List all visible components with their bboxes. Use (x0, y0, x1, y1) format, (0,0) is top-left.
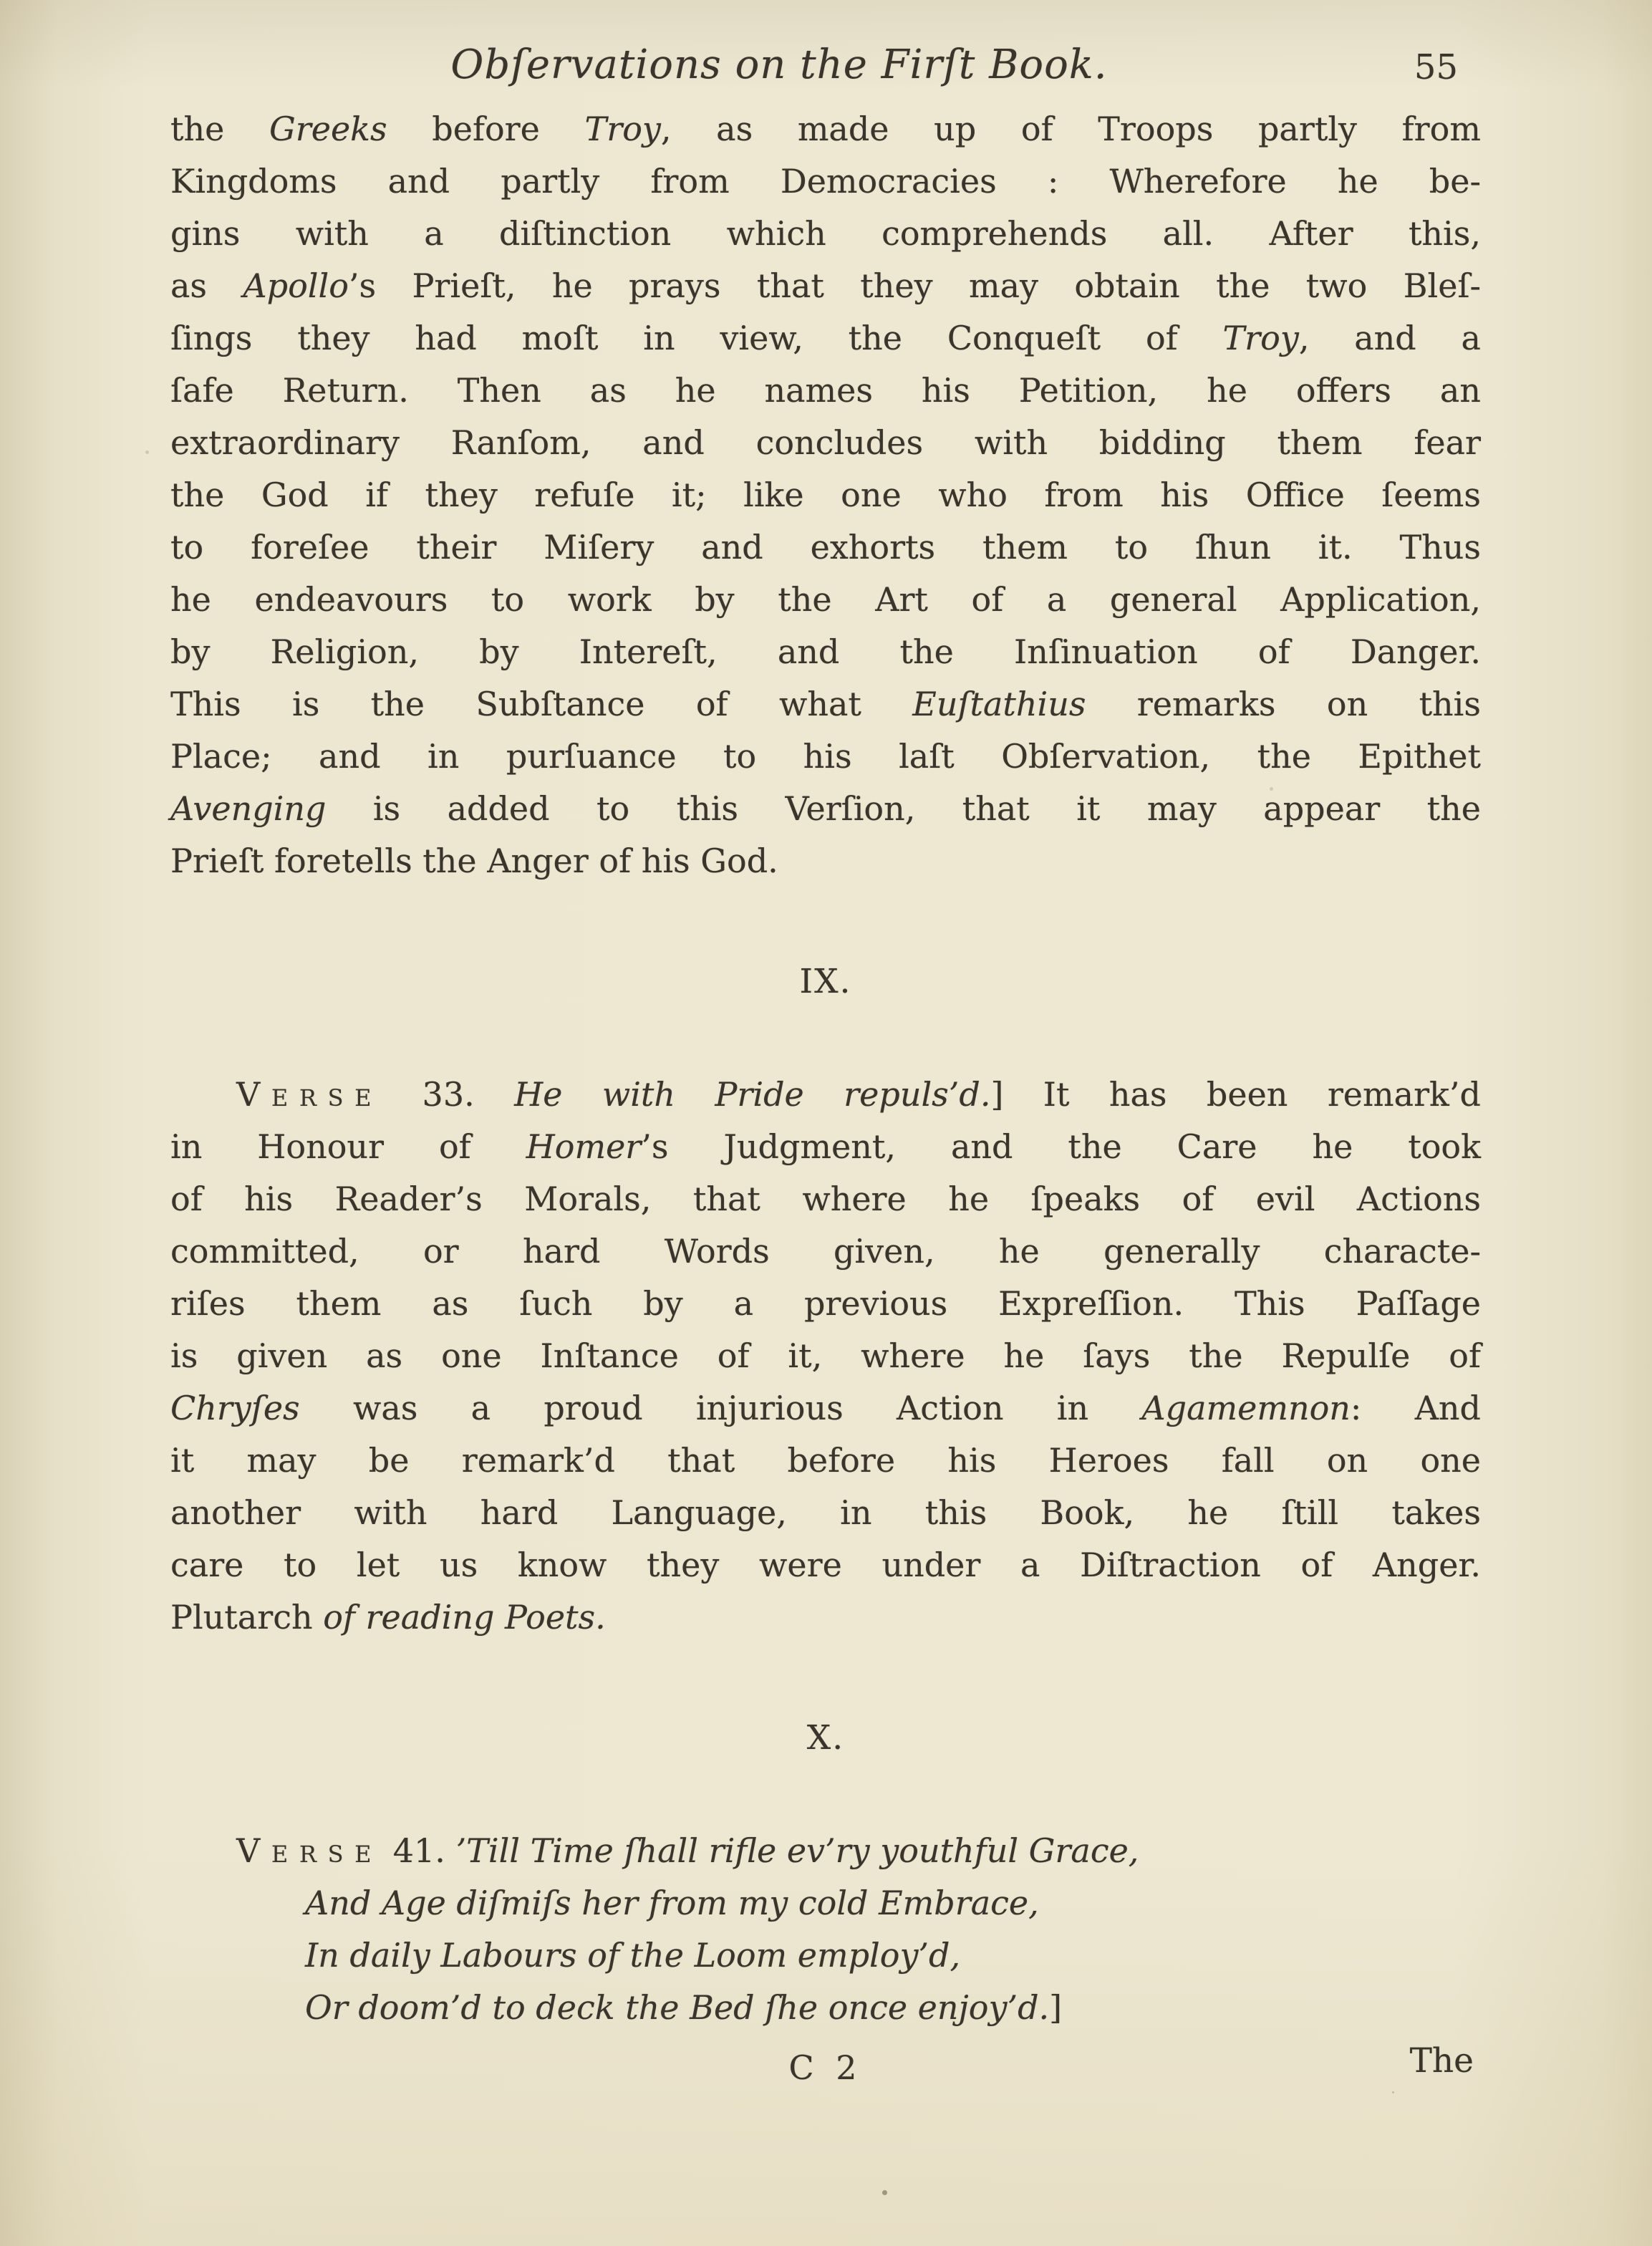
text-line (170, 521, 1481, 574)
text-segment: in Honour of (170, 1127, 526, 1166)
text-segment: Avenging (170, 789, 327, 828)
text-segment: ’s Judgment, and the Care he took (641, 1127, 1482, 1166)
text-segment: He with Pride repuls’d. (514, 1075, 991, 1114)
text-line (170, 835, 1481, 887)
catchword: The (1409, 2041, 1474, 2081)
text-line (170, 1591, 1481, 1644)
text-segment: In daily Labours of the Loom employ’d, (305, 1936, 961, 1975)
text-segment: Troy (1222, 319, 1299, 357)
text-segment: the (170, 110, 269, 148)
text-segment: Prieſt foretells the Anger of his God. (170, 842, 778, 880)
page-body (170, 103, 1481, 2034)
text-segment: committed, or hard Words given, he generally characte- (170, 1232, 1481, 1271)
signature-mark: C 2 (788, 2048, 863, 2087)
text-segment: And Age diſmiſs her from my cold Embrace, (305, 1884, 1039, 1922)
text-segment: extraordinary Ranſom, and concludes with bidding them fear (170, 423, 1481, 462)
text-segment: Place; and in purſuance to his laſt Obſervation, the Epithet (170, 737, 1481, 776)
text-segment: he endeavours to work by the Art of a general Application, (170, 580, 1481, 619)
text-segment: ’s Prieſt, he prays that they may obtain the two Bleſ- (348, 266, 1482, 305)
text-segment: is given as one Inſtance of it, where he ſays the Repulſe of (170, 1336, 1481, 1375)
text-segment: ſings they had moſt in view, the Conqueſt of (170, 319, 1223, 357)
text-line (170, 1435, 1481, 1487)
text-segment: Verse (236, 1075, 383, 1114)
text-segment: of his Reader’s Morals, that where he ſpeaks of evil Actions (170, 1180, 1481, 1218)
text-segment: remarks on this (1086, 685, 1482, 723)
text-line (305, 1877, 1481, 1929)
section-heading: IX. (799, 962, 852, 1001)
text-line (170, 312, 1481, 365)
text-line (305, 1982, 1481, 2034)
text-line (170, 678, 1481, 731)
text-segment: Agamemnon (1141, 1389, 1351, 1427)
text-segment: Plutarch (170, 1598, 324, 1637)
text-segment: This is the Subſtance of what (170, 685, 913, 723)
text-segment: : And (1350, 1389, 1481, 1427)
text-segment: , and a (1298, 319, 1481, 357)
text-line (170, 1173, 1481, 1225)
text-segment: by Religion, by Intereſt, and the Inſinuation of Danger. (170, 632, 1481, 671)
text-segment: ] It has been remark’d (990, 1075, 1482, 1114)
text-line (170, 1539, 1481, 1591)
text-line (170, 626, 1481, 678)
text-segment: it may be remark’d that before his Heroes fall on one (170, 1441, 1481, 1480)
text-segment: ’Till Time ſhall rifle ev’ry youthful Grace, (455, 1831, 1139, 1870)
text-segment: ] (1049, 1988, 1063, 2027)
text-segment: to foreſee their Miſery and exhorts them to ſhun it. Thus (170, 528, 1481, 567)
text-line (170, 365, 1481, 417)
text-segment: Apollo (243, 266, 349, 305)
text-segment: Troy (584, 110, 661, 148)
text-segment: of reading Poets. (323, 1598, 606, 1637)
text-line (170, 260, 1481, 312)
text-line (170, 103, 1481, 155)
text-line (170, 731, 1481, 783)
text-segment: Or doom’d to deck the Bed ſhe once enjoy’d. (305, 1988, 1050, 2027)
text-segment: ſafe Return. Then as he names his Petition, he offers an (170, 371, 1481, 410)
text-line (170, 783, 1481, 835)
text-segment: Kingdoms and partly from Democracies : Wherefore he be- (170, 162, 1481, 201)
text-segment: as (170, 266, 243, 305)
text-segment: riſes them as ſuch by a previous Expreſſion. This Paſſage (170, 1284, 1481, 1323)
text-segment: 41. (382, 1831, 456, 1870)
text-segment: Euſtathius (912, 685, 1086, 723)
text-segment: is added to this Verſion, that it may appear the (326, 789, 1481, 828)
text-segment: gins with a diſtinction which comprehends all. After this, (170, 214, 1481, 253)
text-block (170, 42, 1481, 2108)
body-paragraph (170, 103, 1481, 887)
text-line (170, 1487, 1481, 1539)
text-segment: care to let us know they were under a Diſtraction of Anger. (170, 1546, 1481, 1584)
text-segment: Greeks (269, 110, 387, 148)
text-segment: Chryſes (170, 1389, 300, 1427)
section-heading: X. (806, 1718, 845, 1758)
text-line (236, 1825, 1481, 1877)
text-line (170, 155, 1481, 208)
page-header (170, 42, 1481, 103)
text-line (170, 1121, 1481, 1173)
text-line (170, 1330, 1481, 1382)
text-segment: Verse (236, 1831, 383, 1870)
text-segment: , as made up of Troops partly from (660, 110, 1481, 148)
text-segment: before (387, 110, 585, 148)
text-line (305, 1929, 1481, 1982)
text-segment: Homer (526, 1127, 642, 1166)
text-segment: 33. (382, 1075, 515, 1114)
text-line (170, 208, 1481, 260)
page-number: 55 (1414, 47, 1458, 87)
text-line (170, 1225, 1481, 1278)
text-line (170, 417, 1481, 469)
text-segment: was a proud injurious Action in (299, 1389, 1142, 1427)
verse-quotation (170, 1825, 1481, 2034)
text-line (170, 1069, 1481, 1121)
running-title: Obſervations on the Firſt Book. (450, 42, 1108, 88)
text-segment: the God if they refuſe it; like one who from his Office ſeems (170, 476, 1481, 514)
text-line (170, 469, 1481, 521)
text-line (170, 574, 1481, 626)
text-line (170, 1278, 1481, 1330)
body-paragraph (170, 1069, 1481, 1644)
page-footer (170, 2041, 1481, 2108)
text-segment: another with hard Language, in this Book, he ſtill takes (170, 1493, 1481, 1532)
text-line (170, 1382, 1481, 1435)
